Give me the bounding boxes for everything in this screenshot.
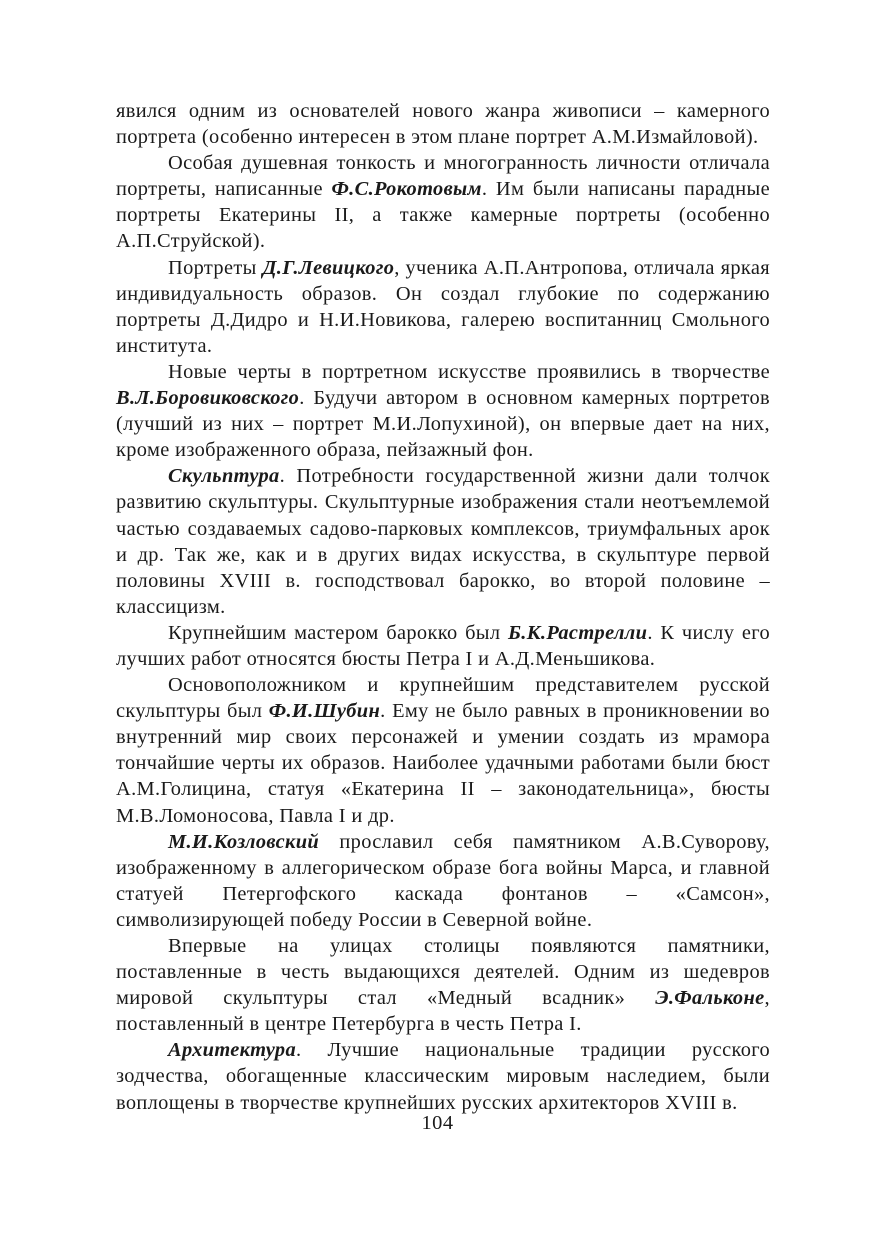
text-run: . Ему не было равных в проникновении во внутренний мир своих персонажей и умении создать из мрамора тончайшие черты их образов. Наиболее удачными работами были бюст А.М.Голицина, статуя «Екатерина II – законодательница», бюсты М.В.Ломоносова, Павла I и др. xyxy=(116,700,770,827)
text-run: Особая душевная тонкость и многогранность личности отличала портреты, написанные xyxy=(116,152,770,201)
text-run: Впервые на улицах столицы появляются памятники, поставленные в честь выдающихся деятелей. Одним из шедевров мировой скульптуры стал «Медный всадник» xyxy=(116,935,770,1010)
paragraph xyxy=(116,359,770,463)
paragraph xyxy=(116,672,770,829)
paragraph xyxy=(116,255,770,359)
text-run: явился одним из основателей нового жанра живописи – камерного портрета (особенно интересен в этом плане портрет А.М.Измайловой). xyxy=(116,100,770,149)
emphasized-name: Э.Фальконе xyxy=(655,987,765,1010)
paragraph xyxy=(116,1037,770,1115)
emphasized-name: М.И.Козловский xyxy=(168,830,320,853)
emphasized-name: Ф.И.Шубин xyxy=(268,700,381,723)
emphasized-name: Ф.С.Рокотовым xyxy=(331,178,482,201)
emphasized-name: Скульптура xyxy=(168,465,280,488)
text-run: , поставленный в центре Петербурга в честь Петра I. xyxy=(116,987,770,1036)
text-run: . Будучи автором в основном камерных портретов (лучший из них – портрет М.И.Лопухиной), он впервые дает на них, кроме изображенного образа, пейзажный фон. xyxy=(116,387,770,462)
body-text xyxy=(116,98,770,1116)
text-run: . Им были написаны парадные портреты Екатерины II, а также камерные портреты (особенно А.П.Струйской). xyxy=(116,178,770,253)
text-run: Портреты xyxy=(168,256,263,279)
paragraph xyxy=(116,620,770,672)
text-run: Новые черты в портретном искусстве проявились в творчестве xyxy=(168,360,770,383)
text-run: Основоположником и крупнейшим представителем русской скульптуры был xyxy=(116,674,770,723)
text-run: . Лучшие национальные традиции русского зодчества, обогащенные классическим мировым наследием, были воплощены в творчестве крупнейших русских архитекторов XVIII в. xyxy=(116,1039,770,1114)
paragraph xyxy=(116,829,770,933)
emphasized-name: Б.К.Растрелли xyxy=(507,621,648,644)
emphasized-name: Д.Г.Левицкого xyxy=(262,256,395,279)
page-number: 104 xyxy=(421,1112,454,1134)
paragraph xyxy=(116,150,770,254)
emphasized-name: Архитектура xyxy=(168,1039,297,1062)
paragraph xyxy=(116,463,770,620)
text-run: Крупнейшим мастером барокко был xyxy=(168,621,508,644)
paragraph xyxy=(116,933,770,1037)
text-run: , ученика А.П.Антропова, отличала яркая индивидуальность образов. Он создал глубокие по содержанию портреты Д.Дидро и Н.И.Новикова, галерею воспитанниц Смольного института. xyxy=(116,256,770,357)
paragraph xyxy=(116,98,770,150)
text-run: . Потребности государственной жизни дали толчок развитию скульптуры. Скульптурные изображения стали неотъемлемой частью создаваемых садово-парковых комплексов, триумфальных арок и др. Так же, как и в других видах искусства, в скульптуре первой половины XVIII в. господствовал барокко, во второй половине – классицизм. xyxy=(116,465,770,618)
text-run: . К числу его лучших работ относятся бюсты Петра I и А.Д.Меньшикова. xyxy=(116,621,770,670)
emphasized-name: В.Л.Боровиковского xyxy=(116,387,300,410)
text-run: прославил себя памятником А.В.Суворову, изображенному в аллегорическом образе бога войны Марса, и главной статуей Петергофского каскада фонтанов – «Самсон», символизирующей победу России в Северной войне. xyxy=(116,830,770,931)
